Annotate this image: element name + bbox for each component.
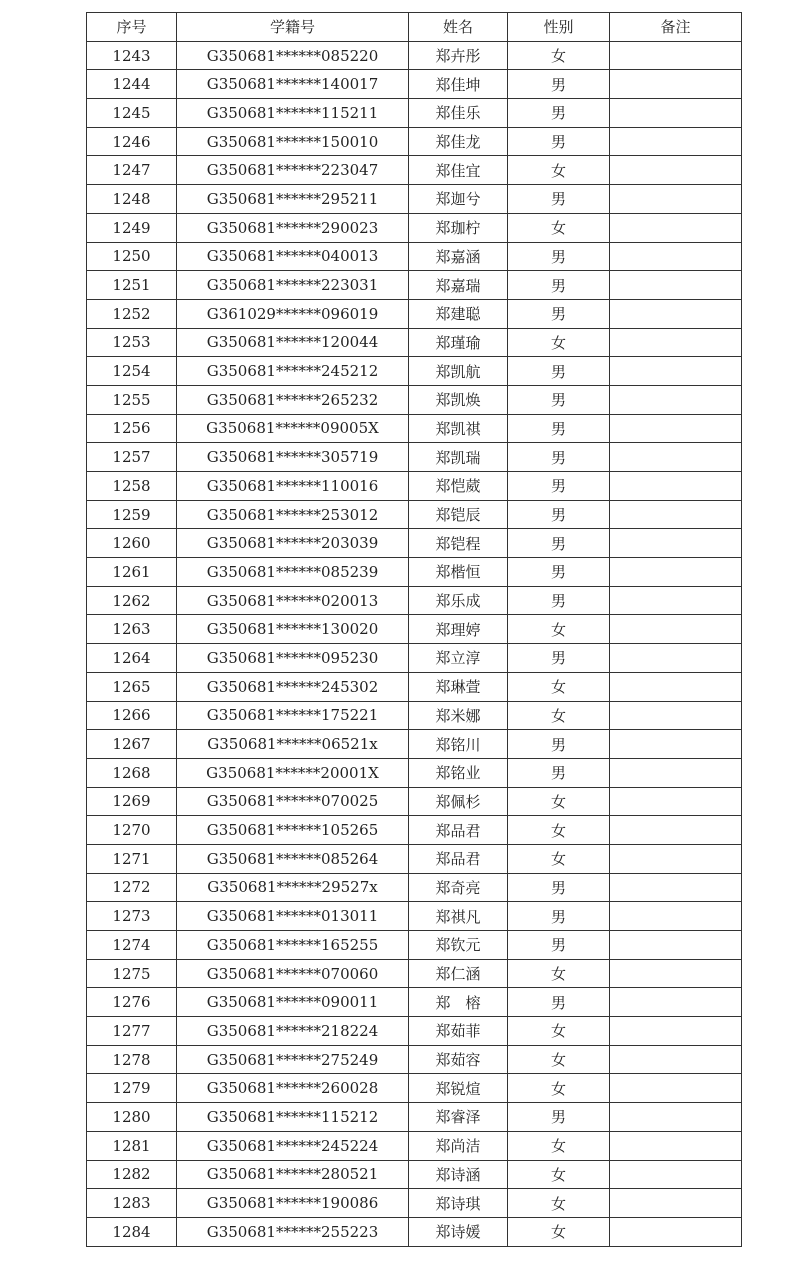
cell-student-id: G350681******110016	[177, 472, 409, 501]
table-row	[87, 558, 742, 587]
table-row	[87, 959, 742, 988]
cell-serial-number: 1262	[87, 586, 177, 615]
cell-remarks	[610, 1217, 742, 1246]
cell-student-id: G350681******040013	[177, 242, 409, 271]
cell-student-id: G350681******085239	[177, 558, 409, 587]
cell-student-id: G350681******280521	[177, 1160, 409, 1189]
cell-name: 郑琳萱	[409, 672, 508, 701]
cell-name: 郑凯瑞	[409, 443, 508, 472]
cell-remarks	[610, 242, 742, 271]
cell-name: 郑卉彤	[409, 41, 508, 70]
cell-name: 郑嘉瑞	[409, 271, 508, 300]
cell-gender: 女	[508, 959, 610, 988]
cell-serial-number: 1274	[87, 931, 177, 960]
table-row	[87, 1074, 742, 1103]
cell-serial-number: 1264	[87, 644, 177, 673]
cell-student-id: G350681******203039	[177, 529, 409, 558]
cell-serial-number: 1272	[87, 873, 177, 902]
table-row	[87, 70, 742, 99]
cell-remarks	[610, 1131, 742, 1160]
cell-name: 郑佳宜	[409, 156, 508, 185]
cell-serial-number: 1271	[87, 844, 177, 873]
cell-remarks	[610, 328, 742, 357]
cell-student-id: G350681******115212	[177, 1103, 409, 1132]
cell-serial-number: 1260	[87, 529, 177, 558]
cell-gender: 女	[508, 1131, 610, 1160]
cell-name: 郑佳乐	[409, 99, 508, 128]
cell-name: 郑珈柠	[409, 213, 508, 242]
header-serial-number: 序号	[87, 13, 177, 42]
cell-name: 郑建聪	[409, 299, 508, 328]
cell-student-id: G350681******265232	[177, 385, 409, 414]
cell-gender: 女	[508, 672, 610, 701]
cell-student-id: G350681******070025	[177, 787, 409, 816]
cell-remarks	[610, 1017, 742, 1046]
table-row	[87, 385, 742, 414]
cell-remarks	[610, 1045, 742, 1074]
cell-name: 郑立淳	[409, 644, 508, 673]
cell-serial-number: 1259	[87, 500, 177, 529]
table-row	[87, 529, 742, 558]
table-row	[87, 472, 742, 501]
cell-gender: 男	[508, 385, 610, 414]
table-row	[87, 357, 742, 386]
cell-serial-number: 1246	[87, 127, 177, 156]
cell-gender: 男	[508, 873, 610, 902]
cell-name: 郑铭川	[409, 730, 508, 759]
cell-gender: 男	[508, 472, 610, 501]
cell-gender: 男	[508, 127, 610, 156]
cell-name: 郑奇亮	[409, 873, 508, 902]
cell-name: 郑仁涵	[409, 959, 508, 988]
table-row	[87, 730, 742, 759]
cell-student-id: G350681******253012	[177, 500, 409, 529]
cell-serial-number: 1265	[87, 672, 177, 701]
cell-gender: 男	[508, 529, 610, 558]
cell-gender: 男	[508, 357, 610, 386]
cell-serial-number: 1263	[87, 615, 177, 644]
cell-name: 郑凯航	[409, 357, 508, 386]
cell-student-id: G350681******130020	[177, 615, 409, 644]
table-row	[87, 644, 742, 673]
table-row	[87, 902, 742, 931]
cell-serial-number: 1252	[87, 299, 177, 328]
table-row	[87, 672, 742, 701]
cell-gender: 女	[508, 787, 610, 816]
cell-gender: 女	[508, 1189, 610, 1218]
cell-serial-number: 1248	[87, 185, 177, 214]
cell-remarks	[610, 586, 742, 615]
cell-name: 郑佩杉	[409, 787, 508, 816]
cell-serial-number: 1267	[87, 730, 177, 759]
cell-student-id: G361029******096019	[177, 299, 409, 328]
cell-student-id: G350681******175221	[177, 701, 409, 730]
cell-remarks	[610, 99, 742, 128]
cell-student-id: G350681******305719	[177, 443, 409, 472]
cell-serial-number: 1277	[87, 1017, 177, 1046]
table-row	[87, 213, 742, 242]
cell-name: 郑理婷	[409, 615, 508, 644]
cell-name: 郑尚洁	[409, 1131, 508, 1160]
cell-student-id: G350681******120044	[177, 328, 409, 357]
cell-serial-number: 1270	[87, 816, 177, 845]
table-row	[87, 443, 742, 472]
cell-serial-number: 1273	[87, 902, 177, 931]
table-row	[87, 127, 742, 156]
cell-serial-number: 1253	[87, 328, 177, 357]
cell-student-id: G350681******140017	[177, 70, 409, 99]
cell-name: 郑茹菲	[409, 1017, 508, 1046]
table-row	[87, 1131, 742, 1160]
cell-remarks	[610, 213, 742, 242]
cell-remarks	[610, 988, 742, 1017]
cell-serial-number: 1261	[87, 558, 177, 587]
cell-gender: 男	[508, 931, 610, 960]
cell-remarks	[610, 1189, 742, 1218]
cell-remarks	[610, 701, 742, 730]
table-row	[87, 1045, 742, 1074]
cell-name: 郑茹容	[409, 1045, 508, 1074]
cell-remarks	[610, 931, 742, 960]
header-remarks: 备注	[610, 13, 742, 42]
table-row	[87, 988, 742, 1017]
cell-gender: 男	[508, 70, 610, 99]
cell-gender: 男	[508, 500, 610, 529]
cell-name: 郑楷恒	[409, 558, 508, 587]
cell-remarks	[610, 156, 742, 185]
cell-remarks	[610, 1160, 742, 1189]
cell-student-id: G350681******275249	[177, 1045, 409, 1074]
cell-serial-number: 1250	[87, 242, 177, 271]
cell-remarks	[610, 816, 742, 845]
cell-serial-number: 1283	[87, 1189, 177, 1218]
cell-remarks	[610, 787, 742, 816]
cell-student-id: G350681******190086	[177, 1189, 409, 1218]
table-row	[87, 1160, 742, 1189]
table-row	[87, 701, 742, 730]
cell-gender: 男	[508, 443, 610, 472]
cell-student-id: G350681******245302	[177, 672, 409, 701]
cell-name: 郑佳龙	[409, 127, 508, 156]
cell-remarks	[610, 385, 742, 414]
cell-name: 郑恺葳	[409, 472, 508, 501]
cell-name: 郑诗涵	[409, 1160, 508, 1189]
cell-serial-number: 1268	[87, 758, 177, 787]
table-row	[87, 185, 742, 214]
cell-gender: 男	[508, 271, 610, 300]
table-row	[87, 931, 742, 960]
header-gender: 性别	[508, 13, 610, 42]
cell-student-id: G350681******085264	[177, 844, 409, 873]
cell-serial-number: 1258	[87, 472, 177, 501]
cell-remarks	[610, 414, 742, 443]
cell-remarks	[610, 902, 742, 931]
cell-remarks	[610, 672, 742, 701]
cell-name: 郑 榕	[409, 988, 508, 1017]
cell-remarks	[610, 615, 742, 644]
table-row	[87, 1017, 742, 1046]
cell-gender: 女	[508, 816, 610, 845]
cell-name: 郑诗琪	[409, 1189, 508, 1218]
cell-gender: 女	[508, 844, 610, 873]
cell-remarks	[610, 41, 742, 70]
cell-name: 郑祺凡	[409, 902, 508, 931]
cell-student-id: G350681******090011	[177, 988, 409, 1017]
cell-student-id: G350681******085220	[177, 41, 409, 70]
cell-name: 郑迦兮	[409, 185, 508, 214]
table-header-row	[87, 13, 742, 42]
cell-remarks	[610, 873, 742, 902]
cell-serial-number: 1247	[87, 156, 177, 185]
cell-gender: 女	[508, 1045, 610, 1074]
cell-serial-number: 1255	[87, 385, 177, 414]
table-row	[87, 787, 742, 816]
cell-serial-number: 1276	[87, 988, 177, 1017]
cell-remarks	[610, 472, 742, 501]
cell-gender: 男	[508, 1103, 610, 1132]
cell-gender: 男	[508, 299, 610, 328]
cell-serial-number: 1278	[87, 1045, 177, 1074]
cell-serial-number: 1245	[87, 99, 177, 128]
cell-gender: 女	[508, 213, 610, 242]
cell-remarks	[610, 844, 742, 873]
table-row	[87, 242, 742, 271]
cell-gender: 男	[508, 758, 610, 787]
table-row	[87, 758, 742, 787]
cell-serial-number: 1249	[87, 213, 177, 242]
table-row	[87, 500, 742, 529]
cell-name: 郑诗媛	[409, 1217, 508, 1246]
cell-student-id: G350681******260028	[177, 1074, 409, 1103]
cell-gender: 男	[508, 242, 610, 271]
cell-serial-number: 1282	[87, 1160, 177, 1189]
cell-gender: 男	[508, 644, 610, 673]
table-row	[87, 1103, 742, 1132]
cell-student-id: G350681******223031	[177, 271, 409, 300]
cell-serial-number: 1284	[87, 1217, 177, 1246]
cell-gender: 女	[508, 1074, 610, 1103]
cell-serial-number: 1256	[87, 414, 177, 443]
cell-serial-number: 1243	[87, 41, 177, 70]
cell-remarks	[610, 443, 742, 472]
cell-student-id: G350681******06521x	[177, 730, 409, 759]
cell-gender: 女	[508, 156, 610, 185]
cell-remarks	[610, 271, 742, 300]
cell-gender: 女	[508, 41, 610, 70]
cell-remarks	[610, 1074, 742, 1103]
cell-student-id: G350681******013011	[177, 902, 409, 931]
cell-name: 郑钦元	[409, 931, 508, 960]
cell-remarks	[610, 127, 742, 156]
cell-gender: 女	[508, 1017, 610, 1046]
cell-remarks	[610, 959, 742, 988]
cell-student-id: G350681******165255	[177, 931, 409, 960]
cell-gender: 女	[508, 701, 610, 730]
table-row	[87, 586, 742, 615]
table-row	[87, 271, 742, 300]
cell-name: 郑品君	[409, 816, 508, 845]
cell-student-id: G350681******223047	[177, 156, 409, 185]
cell-student-id: G350681******20001X	[177, 758, 409, 787]
cell-name: 郑米娜	[409, 701, 508, 730]
cell-name: 郑凯焕	[409, 385, 508, 414]
cell-remarks	[610, 500, 742, 529]
cell-student-id: G350681******020013	[177, 586, 409, 615]
cell-gender: 男	[508, 414, 610, 443]
cell-serial-number: 1269	[87, 787, 177, 816]
cell-name: 郑铠程	[409, 529, 508, 558]
cell-gender: 男	[508, 586, 610, 615]
cell-remarks	[610, 357, 742, 386]
table-row	[87, 99, 742, 128]
table-row	[87, 816, 742, 845]
cell-gender: 男	[508, 99, 610, 128]
table-row	[87, 41, 742, 70]
cell-gender: 女	[508, 1217, 610, 1246]
cell-remarks	[610, 1103, 742, 1132]
student-roster-table	[86, 12, 742, 1247]
cell-student-id: G350681******29527x	[177, 873, 409, 902]
cell-name: 郑铠辰	[409, 500, 508, 529]
cell-remarks	[610, 529, 742, 558]
cell-student-id: G350681******09005X	[177, 414, 409, 443]
header-name: 姓名	[409, 13, 508, 42]
cell-name: 郑嘉涵	[409, 242, 508, 271]
cell-gender: 男	[508, 988, 610, 1017]
cell-student-id: G350681******255223	[177, 1217, 409, 1246]
cell-gender: 男	[508, 902, 610, 931]
cell-student-id: G350681******295211	[177, 185, 409, 214]
cell-remarks	[610, 185, 742, 214]
cell-gender: 男	[508, 185, 610, 214]
cell-student-id: G350681******095230	[177, 644, 409, 673]
cell-remarks	[610, 299, 742, 328]
cell-student-id: G350681******070060	[177, 959, 409, 988]
cell-student-id: G350681******245212	[177, 357, 409, 386]
cell-gender: 女	[508, 328, 610, 357]
cell-remarks	[610, 730, 742, 759]
table-row	[87, 156, 742, 185]
table-row	[87, 844, 742, 873]
cell-name: 郑品君	[409, 844, 508, 873]
cell-remarks	[610, 70, 742, 99]
cell-serial-number: 1244	[87, 70, 177, 99]
table-row	[87, 1217, 742, 1246]
cell-name: 郑瑾瑜	[409, 328, 508, 357]
cell-gender: 男	[508, 730, 610, 759]
cell-serial-number: 1257	[87, 443, 177, 472]
cell-remarks	[610, 558, 742, 587]
table-row	[87, 1189, 742, 1218]
cell-serial-number: 1275	[87, 959, 177, 988]
cell-serial-number: 1251	[87, 271, 177, 300]
cell-name: 郑锐煊	[409, 1074, 508, 1103]
header-student-id: 学籍号	[177, 13, 409, 42]
cell-student-id: G350681******115211	[177, 99, 409, 128]
cell-student-id: G350681******290023	[177, 213, 409, 242]
cell-name: 郑乐成	[409, 586, 508, 615]
cell-remarks	[610, 758, 742, 787]
cell-serial-number: 1279	[87, 1074, 177, 1103]
cell-gender: 女	[508, 615, 610, 644]
cell-student-id: G350681******150010	[177, 127, 409, 156]
cell-gender: 男	[508, 558, 610, 587]
table-row	[87, 299, 742, 328]
cell-student-id: G350681******105265	[177, 816, 409, 845]
cell-name: 郑睿泽	[409, 1103, 508, 1132]
table-row	[87, 414, 742, 443]
cell-serial-number: 1254	[87, 357, 177, 386]
cell-remarks	[610, 644, 742, 673]
cell-name: 郑凯祺	[409, 414, 508, 443]
table-row	[87, 873, 742, 902]
cell-name: 郑铭业	[409, 758, 508, 787]
cell-serial-number: 1266	[87, 701, 177, 730]
table-row	[87, 328, 742, 357]
cell-serial-number: 1281	[87, 1131, 177, 1160]
cell-student-id: G350681******218224	[177, 1017, 409, 1046]
table-row	[87, 615, 742, 644]
cell-student-id: G350681******245224	[177, 1131, 409, 1160]
cell-gender: 女	[508, 1160, 610, 1189]
cell-serial-number: 1280	[87, 1103, 177, 1132]
cell-name: 郑佳坤	[409, 70, 508, 99]
